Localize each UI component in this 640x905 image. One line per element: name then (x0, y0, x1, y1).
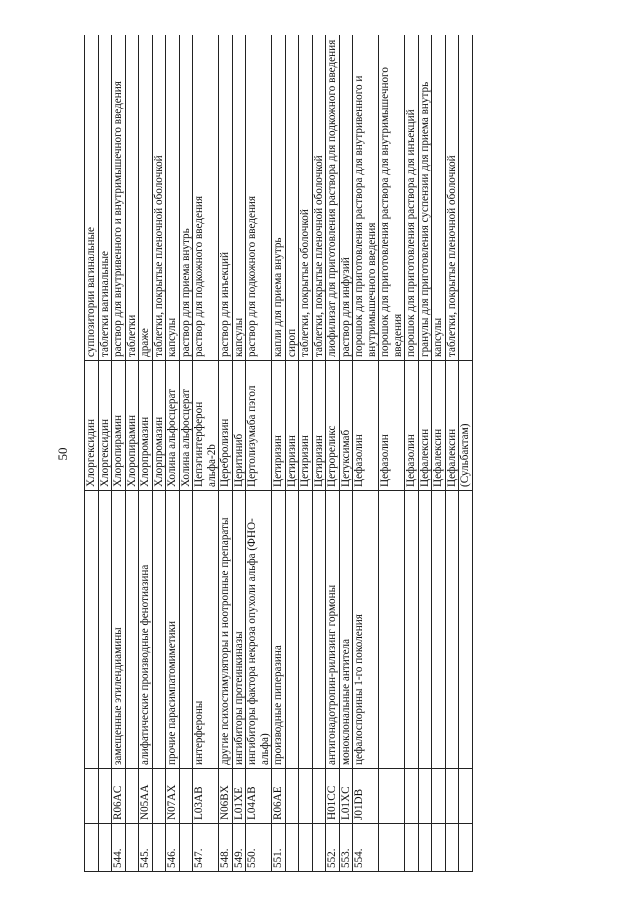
row-number-cell: 547. (193, 824, 219, 872)
row-number-cell: 549. (232, 824, 246, 872)
dosage-form-cell: порошок для приготовления раствора для внутримышечного введения (379, 35, 405, 361)
table-row (353, 35, 379, 872)
table-row (418, 35, 432, 872)
drug-name-cell: Хлоргексидин (85, 361, 99, 491)
pharm-group-cell (432, 491, 446, 769)
atc-code-cell (179, 769, 193, 824)
pharm-group-cell: алифатические производные фенотиазина (139, 491, 153, 769)
atc-code-cell (285, 769, 299, 824)
pharm-group-cell: цефалоспорины 1-го поколения (353, 491, 379, 769)
pharm-group-cell: ингибиторы протеинкиназы (232, 491, 246, 769)
row-number-cell (312, 824, 326, 872)
dosage-form-cell: гранулы для приготовления суспензии для приема внутрь (418, 35, 432, 361)
row-number-cell (125, 824, 139, 872)
row-number-cell (152, 824, 166, 872)
drug-name-cell: Хлоропирамин (112, 361, 126, 491)
table-row (139, 35, 153, 872)
row-number-cell: 552. (326, 824, 340, 872)
pharm-group-cell (405, 491, 419, 769)
atc-code-cell: N05AA (139, 769, 153, 824)
dosage-form-cell: лиофилизат для приготовления раствора для подкожного введения (326, 35, 340, 361)
atc-code-cell (379, 769, 405, 824)
drug-name-cell: Хлорпромазин (139, 361, 153, 491)
atc-code-cell (299, 769, 313, 824)
dosage-form-cell: суппозитории вагинальные (85, 35, 99, 361)
drug-table-body (85, 35, 473, 872)
atc-code-cell: N06BX (219, 769, 233, 824)
drug-name-cell: Цетрореликс (326, 361, 340, 491)
pharm-group-cell: прочие парасимпатомиметики (166, 491, 180, 769)
row-number-cell: 551. (272, 824, 286, 872)
dosage-form-cell: сироп (285, 35, 299, 361)
table-row (232, 35, 246, 872)
atc-code-cell (312, 769, 326, 824)
pharm-group-cell (285, 491, 299, 769)
drug-name-cell: Церебролизин (219, 361, 233, 491)
dosage-form-cell: таблетки, покрытые оболочкой (299, 35, 313, 361)
atc-code-cell (85, 769, 99, 824)
atc-code-cell (418, 769, 432, 824)
atc-code-cell: N07AX (166, 769, 180, 824)
atc-code-cell: L04AB (246, 769, 272, 824)
dosage-form-cell: порошок для приготовления раствора для внутривенного и внутримышечного введения (353, 35, 379, 361)
drug-name-cell: Цефазолин (405, 361, 419, 491)
drug-name-cell: Цефалексин (445, 361, 459, 491)
table-row (405, 35, 419, 872)
table-row (326, 35, 340, 872)
pharm-group-cell (445, 491, 459, 769)
drug-table (84, 35, 473, 872)
page-number: 50 (55, 447, 70, 461)
rotated-table-wrapper (84, 35, 603, 872)
table-row (459, 35, 473, 872)
drug-name-cell: Цертолизумаба пэгол (246, 361, 272, 491)
table-row (112, 35, 126, 872)
pharm-group-cell: антигонадотропин-рилизинг гормоны (326, 491, 340, 769)
table-row (379, 35, 405, 872)
atc-code-cell (445, 769, 459, 824)
dosage-form-cell: капсулы (166, 35, 180, 361)
pharm-group-cell (459, 491, 473, 769)
drug-name-cell: Холина альфосцерат (179, 361, 193, 491)
atc-code-cell (459, 769, 473, 824)
drug-name-cell: Цефалексин (418, 361, 432, 491)
pharm-group-cell: замещенные этилендиамины (112, 491, 126, 769)
table-row (299, 35, 313, 872)
dosage-form-cell: таблетки, покрытые пленочной оболочкой (152, 35, 166, 361)
drug-name-cell: Цефалексин (432, 361, 446, 491)
pharm-group-cell (418, 491, 432, 769)
row-number-cell (445, 824, 459, 872)
dosage-form-cell: порошок для приготовления раствора для инъекций (405, 35, 419, 361)
table-row (179, 35, 193, 872)
row-number-cell (432, 824, 446, 872)
row-number-cell (85, 824, 99, 872)
document-sheet (84, 35, 603, 872)
row-number-cell: 544. (112, 824, 126, 872)
dosage-form-cell: капсулы (232, 35, 246, 361)
row-number-cell: 545. (139, 824, 153, 872)
atc-code-cell: R06AC (112, 769, 126, 824)
atc-code-cell: L01XC (339, 769, 353, 824)
row-number-cell (459, 824, 473, 872)
row-number-cell: 554. (353, 824, 379, 872)
drug-name-cell: Цетиризин (285, 361, 299, 491)
drug-name-cell: Цетиризин (299, 361, 313, 491)
drug-name-cell: Цефазолин (379, 361, 405, 491)
row-number-cell: 550. (246, 824, 272, 872)
pharm-group-cell (85, 491, 99, 769)
atc-code-cell: L01XE (232, 769, 246, 824)
row-number-cell (418, 824, 432, 872)
dosage-form-cell: раствор для инъекций (219, 35, 233, 361)
pharm-group-cell: другие психостимуляторы и ноотропные препараты (219, 491, 233, 769)
pharm-group-cell (98, 491, 112, 769)
table-row (85, 35, 99, 872)
row-number-cell: 546. (166, 824, 180, 872)
drug-name-cell: (Сульбактам) (459, 361, 473, 491)
table-row (339, 35, 353, 872)
table-row (445, 35, 459, 872)
drug-name-cell: Цетиризин (272, 361, 286, 491)
atc-code-cell (432, 769, 446, 824)
row-number-cell (299, 824, 313, 872)
pharm-group-cell (125, 491, 139, 769)
pharm-group-cell: моноклональные антитела (339, 491, 353, 769)
dosage-form-cell: таблетки, покрытые пленочной оболочкой (445, 35, 459, 361)
row-number-cell (379, 824, 405, 872)
table-row (98, 35, 112, 872)
drug-name-cell: Цепэгинтерферон альфа-2b (193, 361, 219, 491)
table-row (285, 35, 299, 872)
table-row (312, 35, 326, 872)
dosage-form-cell: таблетки вагинальные (98, 35, 112, 361)
pharm-group-cell (379, 491, 405, 769)
pharm-group-cell (179, 491, 193, 769)
pharm-group-cell (152, 491, 166, 769)
atc-code-cell (98, 769, 112, 824)
table-row (193, 35, 219, 872)
table-row (125, 35, 139, 872)
row-number-cell (285, 824, 299, 872)
row-number-cell (98, 824, 112, 872)
pharm-group-cell: ингибиторы фактора некроза опухоли альфа (ФНО-альфа) (246, 491, 272, 769)
drug-name-cell: Хлоргексидин (98, 361, 112, 491)
pharm-group-cell: производные пиперазина (272, 491, 286, 769)
dosage-form-cell: капсулы (432, 35, 446, 361)
row-number-cell (179, 824, 193, 872)
table-row (272, 35, 286, 872)
dosage-form-cell: драже (139, 35, 153, 361)
drug-name-cell: Холина альфосцерат (166, 361, 180, 491)
dosage-form-cell: раствор для приема внутрь (179, 35, 193, 361)
drug-name-cell: Церитиниб (232, 361, 246, 491)
dosage-form-cell: раствор для инфузий (339, 35, 353, 361)
drug-name-cell: Цефазолин (353, 361, 379, 491)
atc-code-cell (405, 769, 419, 824)
atc-code-cell: J01DB (353, 769, 379, 824)
pharm-group-cell (299, 491, 313, 769)
dosage-form-cell: раствор для внутривенного и внутримышечного введения (112, 35, 126, 361)
dosage-form-cell: таблетки, покрытые пленочной оболочкой (312, 35, 326, 361)
atc-code-cell: H01CC (326, 769, 340, 824)
drug-name-cell: Хлоропирамин (125, 361, 139, 491)
dosage-form-cell: таблетки (125, 35, 139, 361)
atc-code-cell: L03AB (193, 769, 219, 824)
table-row (166, 35, 180, 872)
drug-name-cell: Цетиризин (312, 361, 326, 491)
atc-code-cell (152, 769, 166, 824)
dosage-form-cell (459, 35, 473, 361)
dosage-form-cell: раствор для подкожного введения (193, 35, 219, 361)
drug-name-cell: Хлорпромазин (152, 361, 166, 491)
table-row (219, 35, 233, 872)
table-row (432, 35, 446, 872)
table-row (246, 35, 272, 872)
table-row (152, 35, 166, 872)
row-number-cell (405, 824, 419, 872)
dosage-form-cell: раствор для подкожного введения (246, 35, 272, 361)
pharm-group-cell: интерфероны (193, 491, 219, 769)
atc-code-cell (125, 769, 139, 824)
drug-name-cell: Цетуксимаб (339, 361, 353, 491)
pharm-group-cell (312, 491, 326, 769)
row-number-cell: 548. (219, 824, 233, 872)
row-number-cell: 553. (339, 824, 353, 872)
atc-code-cell: R06AE (272, 769, 286, 824)
dosage-form-cell: капли для приема внутрь (272, 35, 286, 361)
